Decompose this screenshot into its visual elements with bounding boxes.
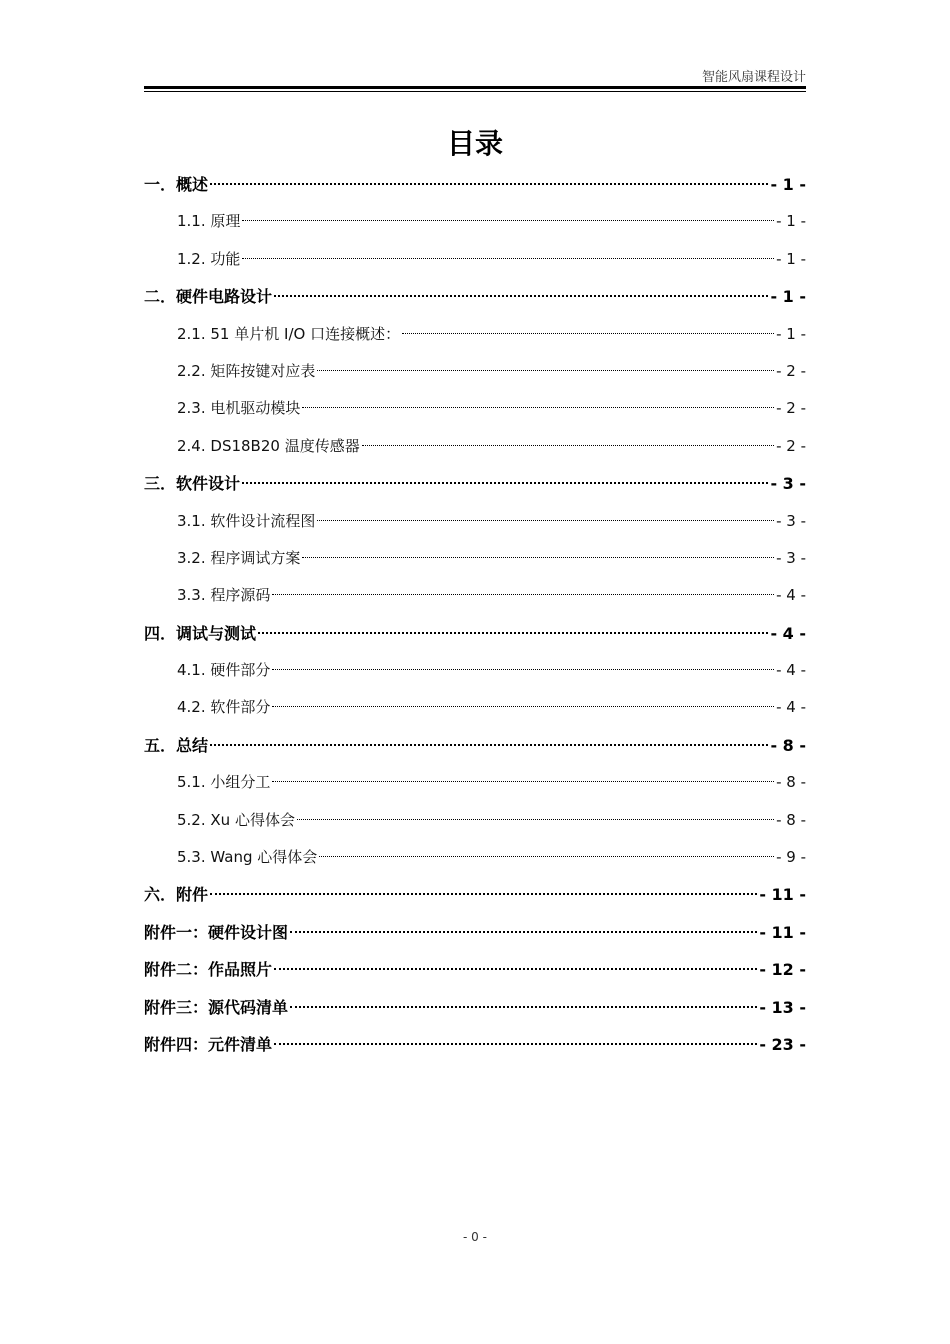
- toc-entry[interactable]: [144, 503, 806, 540]
- toc-entry[interactable]: [144, 727, 806, 764]
- toc-entry[interactable]: [144, 203, 806, 240]
- dot-leader: [210, 744, 768, 746]
- toc-entry-page: - 12 -: [759, 960, 806, 980]
- toc-entry[interactable]: [144, 764, 806, 801]
- dot-leader: [302, 407, 774, 408]
- dot-leader: [210, 183, 768, 185]
- toc-entry[interactable]: [144, 914, 806, 951]
- toc-entry-title: 四．调试与测试: [144, 623, 257, 643]
- toc-entry-title: 5.2. Xu 心得体会: [177, 810, 295, 829]
- toc-entry[interactable]: [144, 540, 806, 577]
- toc-entry[interactable]: [144, 241, 806, 278]
- header-rule-thick: [144, 86, 806, 89]
- toc-entry-page: - 13 -: [759, 997, 806, 1017]
- toc-entry[interactable]: [144, 278, 806, 315]
- dot-leader: [317, 370, 774, 371]
- toc-entry[interactable]: [144, 615, 806, 652]
- toc-entry-title: 2.4. DS18B20 温度传感器: [177, 436, 360, 455]
- dot-leader: [274, 968, 757, 970]
- toc-entry-page: - 3 -: [770, 474, 806, 494]
- toc-entry[interactable]: [144, 689, 806, 726]
- dot-leader: [317, 520, 774, 521]
- toc-entry[interactable]: [144, 390, 806, 427]
- toc-entry-title: 2.3. 电机驱动模块: [177, 399, 301, 418]
- toc-entry-page: - 9 -: [776, 848, 806, 867]
- toc-entry-title: 一．概述: [144, 175, 209, 194]
- toc-entry[interactable]: [144, 839, 806, 876]
- dot-leader: [272, 669, 774, 670]
- toc-entry-page: - 1 -: [770, 175, 806, 194]
- toc-entry-page: - 1 -: [776, 249, 806, 268]
- toc-entry[interactable]: [144, 465, 806, 502]
- toc-entry-page: - 2 -: [776, 361, 806, 380]
- toc-entry-page: - 8 -: [770, 735, 806, 755]
- toc-entry-page: - 11 -: [759, 885, 806, 905]
- toc-entry[interactable]: [144, 428, 806, 465]
- toc-entry-page: - 8 -: [776, 810, 806, 829]
- toc-entry-title: 2.1. 51 单片机 I/O 口连接概述：: [177, 324, 401, 343]
- toc-entry[interactable]: [144, 316, 806, 353]
- toc-entry-title: 4.2. 软件部分: [177, 698, 271, 717]
- dot-leader: [242, 258, 774, 259]
- toc-entry-page: - 8 -: [776, 773, 806, 792]
- toc-entry-page: - 1 -: [776, 212, 806, 231]
- dot-leader: [290, 1006, 757, 1008]
- toc-entry-page: - 2 -: [776, 399, 806, 418]
- toc-entry[interactable]: [144, 951, 806, 988]
- toc-entry-page: - 4 -: [776, 661, 806, 680]
- toc-entry[interactable]: [144, 989, 806, 1026]
- toc-entry-page: - 4 -: [776, 698, 806, 717]
- table-of-contents: [144, 166, 806, 1063]
- dot-leader: [297, 819, 774, 820]
- dot-leader: [242, 220, 774, 221]
- dot-leader: [272, 781, 774, 782]
- toc-entry-title: 附件一：硬件设计图: [144, 922, 289, 942]
- toc-entry-title: 附件三：源代码清单: [144, 997, 289, 1017]
- dot-leader: [402, 333, 774, 334]
- toc-entry-page: - 11 -: [759, 922, 806, 942]
- toc-entry-title: 附件二：作品照片: [144, 960, 273, 980]
- toc-entry-title: 1.2. 功能: [177, 249, 241, 268]
- toc-entry-title: 三．软件设计: [144, 474, 241, 494]
- toc-entry-title: 1.1. 原理: [177, 212, 241, 231]
- toc-entry[interactable]: [144, 166, 806, 203]
- toc-entry-title: 2.2. 矩阵按键对应表: [177, 361, 316, 380]
- dot-leader: [274, 295, 768, 297]
- toc-entry-page: - 1 -: [770, 287, 806, 307]
- dot-leader: [272, 594, 774, 595]
- dot-leader: [290, 931, 757, 933]
- toc-entry-page: - 23 -: [759, 1034, 806, 1054]
- toc-entry[interactable]: [144, 353, 806, 390]
- toc-entry-page: - 3 -: [776, 548, 806, 567]
- dot-leader: [302, 557, 774, 558]
- toc-entry-title: 5.1. 小组分工: [177, 773, 271, 792]
- toc-entry-page: - 3 -: [776, 511, 806, 530]
- toc-entry-page: - 4 -: [770, 623, 806, 643]
- toc-entry-title: 附件四：元件清单: [144, 1034, 273, 1054]
- toc-entry-title: 五．总结: [144, 735, 209, 755]
- toc-title: 目录: [446, 127, 503, 160]
- toc-entry-title: 3.3. 程序源码: [177, 586, 271, 605]
- toc-entry-page: - 4 -: [776, 586, 806, 605]
- dot-leader: [362, 445, 774, 446]
- dot-leader: [258, 632, 768, 634]
- toc-entry-title: 4.1. 硬件部分: [177, 661, 271, 680]
- toc-entry-title: 二．硬件电路设计: [144, 287, 273, 307]
- running-header: 智能风扇课程设计: [701, 70, 806, 85]
- dot-leader: [319, 856, 774, 857]
- toc-entry-title: 5.3. Wang 心得体会: [177, 848, 318, 867]
- dot-leader: [210, 893, 757, 895]
- toc-entry-title: 六．附件: [144, 885, 209, 905]
- page-number: - 0 -: [463, 1230, 487, 1244]
- toc-entry-page: - 2 -: [776, 436, 806, 455]
- header-rule-thin: [144, 91, 806, 92]
- dot-leader: [242, 482, 768, 484]
- toc-entry-title: 3.1. 软件设计流程图: [177, 511, 316, 530]
- dot-leader: [274, 1043, 757, 1045]
- toc-entry[interactable]: [144, 802, 806, 839]
- toc-entry[interactable]: [144, 652, 806, 689]
- toc-entry[interactable]: [144, 577, 806, 614]
- toc-entry[interactable]: [144, 876, 806, 913]
- toc-entry-title: 3.2. 程序调试方案: [177, 548, 301, 567]
- dot-leader: [272, 706, 774, 707]
- toc-entry-page: - 1 -: [776, 324, 806, 343]
- toc-entry[interactable]: [144, 1026, 806, 1063]
